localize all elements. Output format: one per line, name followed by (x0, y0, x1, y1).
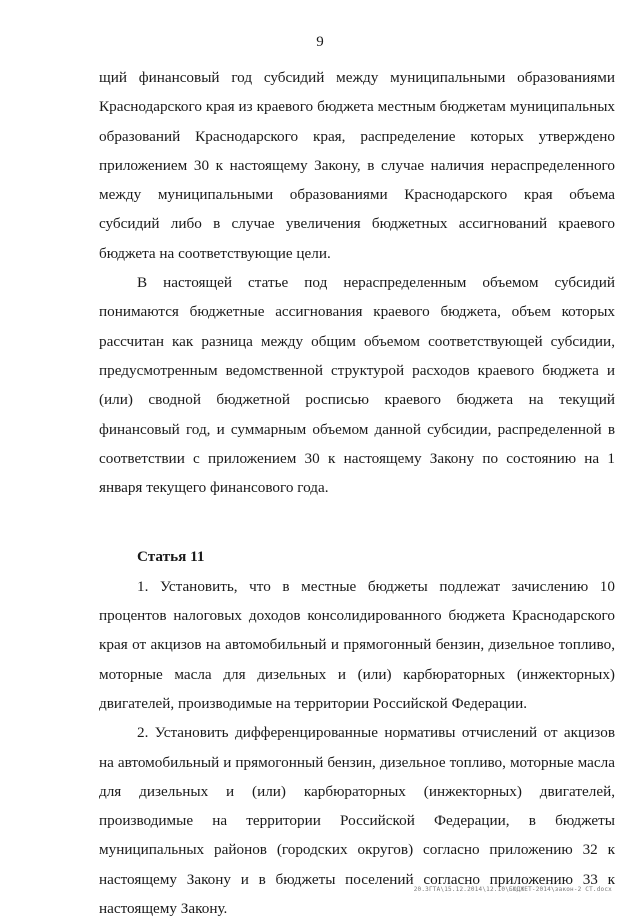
paragraph-definition: В настоящей статье под нераспределенным объемом субсидий понимаются бюджетные ассигнования краевого бюджета, объем которых рассчитан как разница между общим объемом соответствующей субсидии, предусмотренным ведомственной структурой расходов краевого бюджета и (или) сводной бюджетной росписью краевого бюджета на текущий финансовый год, и суммарным объемом данной субсидии, распределенной в соответствии с приложением 30 к настоящему Закону по состоянию на 1 января текущего финансового года. (99, 274, 615, 497)
document-body (99, 63, 615, 923)
article-title: Статья 11 (137, 548, 205, 566)
article-item-1: 1. Установить, что в местные бюджеты подлежат зачислению 10 процентов налоговых доходов консолидированного бюджета Краснодарского края от акцизов на автомобильный и прямогонный бензин, дизельное топливо, моторные масла для дизельных и (или) карбюраторных (инжекторных) двигателей, производимые на территории Российской Федерации. (99, 577, 615, 712)
file-path-footer: 20.3ГТА\15.12.2014\12.10\БЮДЖЕТ-2014\закон-2 СТ.docx (413, 886, 612, 893)
paragraph-continuation: щий финансовый год субсидий между муниципальными образованиями Краснодарского края из краевого бюджета местным бюджетам муниципальных образований Краснодарского края, распределение которых утверждено приложением 30 к настоящему Закону, в случае наличия нераспределенного между муниципальными образованиями Краснодарского края объема субсидий либо в случае увеличения бюджетных ассигнований краевого бюджета на соответствующие цели. (99, 69, 615, 262)
article-item-2: 2. Установить дифференцированные нормативы отчислений от акцизов на автомобильный и прямогонный бензин, дизельное топливо, моторные масла для дизельных и (или) карбюраторных (инжекторных) двигателей, производимые на территории Российской Федерации, в бюджеты муниципальных районов (городских округов) согласно приложению 32 к настоящему Закону и в бюджеты поселений согласно приложению 33 к настоящему Закону. (99, 724, 615, 918)
page-number: 9 (316, 34, 324, 50)
